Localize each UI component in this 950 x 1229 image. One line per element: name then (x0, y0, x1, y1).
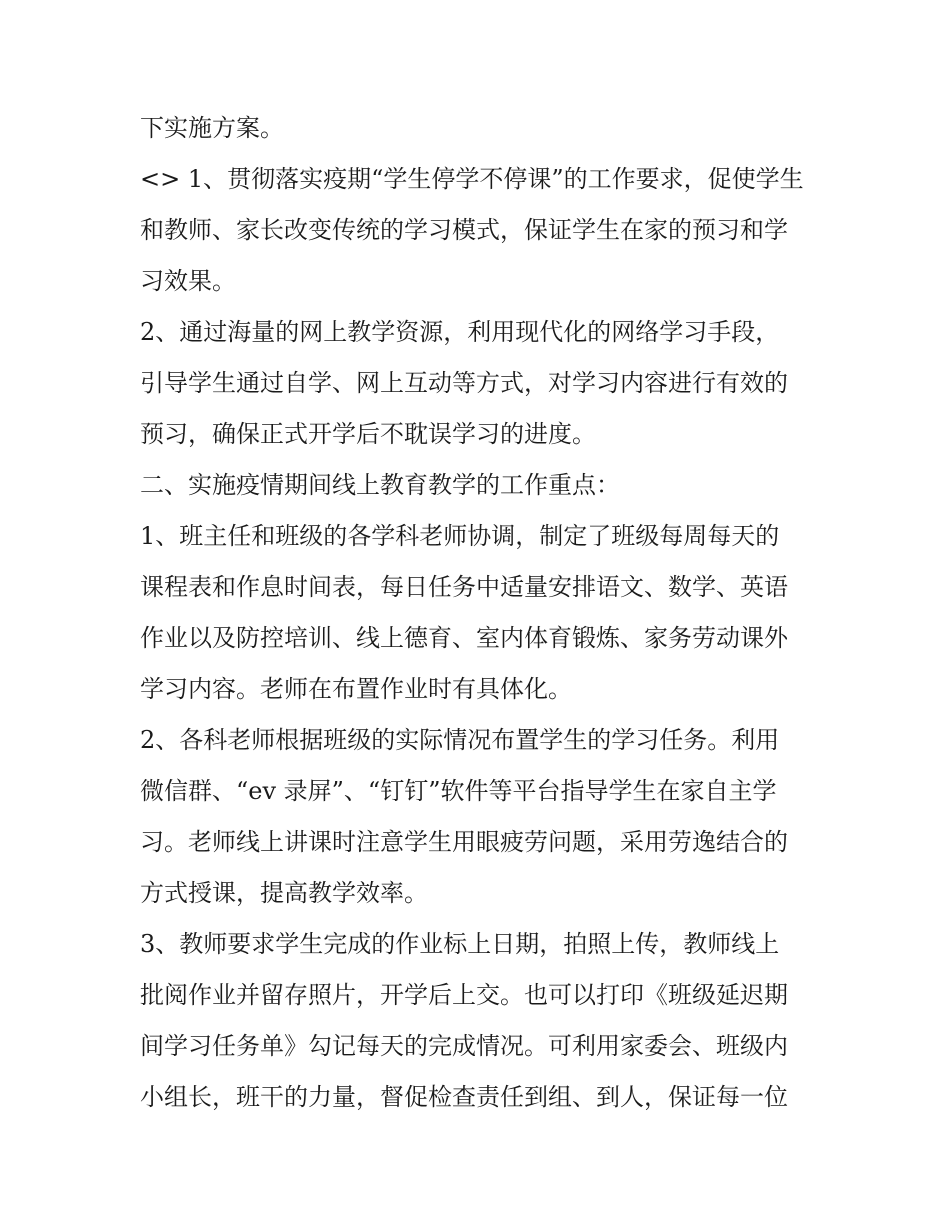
text-line: <> 1、贯彻落实疫期“学生停学不停课”的工作要求，促使学生 (140, 165, 804, 193)
text-line: 习。老师线上讲课时注意学生用眼疲劳问题，采用劳逸结合的 (140, 828, 788, 856)
text-line: 微信群、“ev 录屏”、“钉钉”软件等平台指导学生在家自主学 (140, 777, 777, 805)
text-line: 间学习任务单》勾记每天的完成情况。可利用家委会、班级内 (140, 1032, 788, 1060)
text-line: 课程表和作息时间表，每日任务中适量安排语文、数学、英语 (140, 573, 788, 601)
text-line: 下实施方案。 (140, 114, 284, 142)
text-line: 预习，确保正式开学后不耽误学习的进度。 (140, 420, 596, 448)
text-line: 学习内容。老师在布置作业时有具体化。 (140, 675, 572, 703)
text-line: 2、通过海量的网上教学资源，利用现代化的网络学习手段， (140, 318, 780, 346)
text-line: 引导学生通过自学、网上互动等方式，对学习内容进行有效的 (140, 369, 788, 397)
text-line: 和教师、家长改变传统的学习模式，保证学生在家的预习和学 (140, 216, 788, 244)
text-line: 1、班主任和班级的各学科老师协调，制定了班级每周每天的 (140, 522, 780, 550)
text-line: 3、教师要求学生完成的作业标上日期，拍照上传，教师线上 (140, 930, 780, 958)
text-line: 作业以及防控培训、线上德育、室内体育锻炼、家务劳动课外 (140, 624, 788, 652)
text-line: 习效果。 (140, 267, 236, 295)
text-line: 小组长，班干的力量，督促检查责任到组、到人，保证每一位 (140, 1083, 788, 1111)
section-heading: 二、实施疫情期间线上教育教学的工作重点： (140, 471, 620, 499)
text-line: 方式授课，提高教学效率。 (140, 879, 428, 907)
document-body (140, 103, 820, 1123)
text-line: 批阅作业并留存照片，开学后上交。也可以打印《班级延迟期 (140, 981, 788, 1009)
text-line: 2、各科老师根据班级的实际情况布置学生的学习任务。利用 (140, 726, 780, 754)
